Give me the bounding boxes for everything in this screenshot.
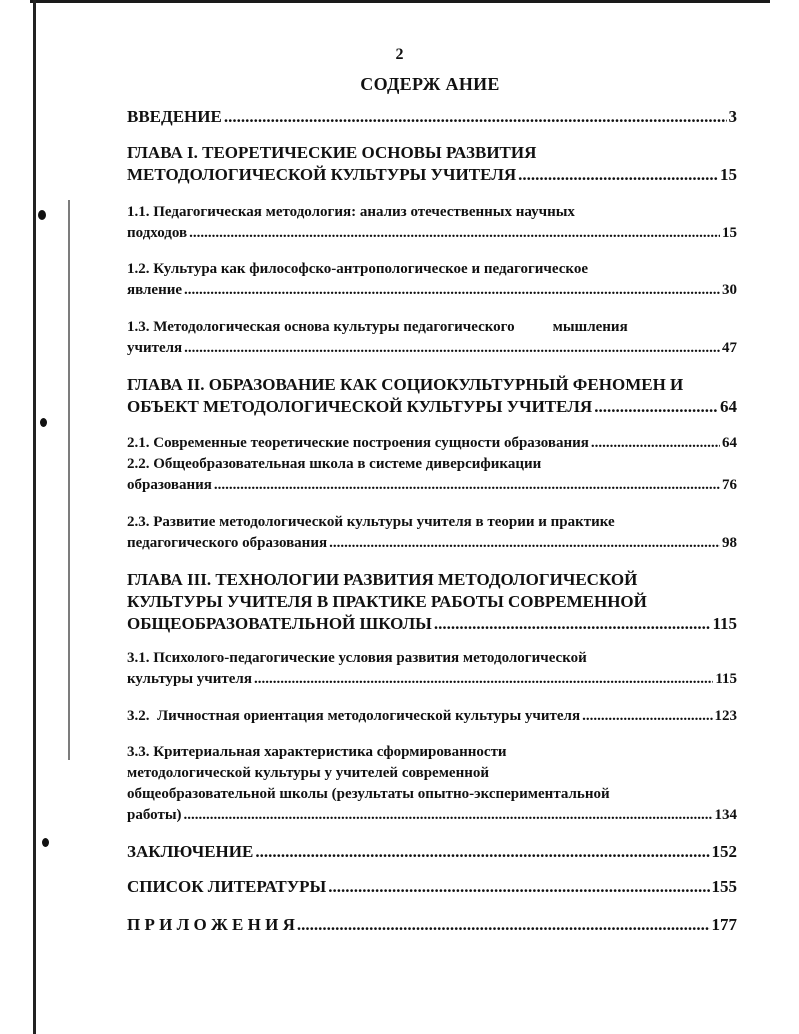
leader-dots bbox=[518, 164, 718, 186]
entry-page: 76 bbox=[722, 477, 737, 493]
entry-title: П Р И Л О Ж Е Н И Я bbox=[127, 915, 295, 934]
scan-left-edge bbox=[33, 0, 36, 1034]
entry-title-line: 2.1. Современные теоретические построения сущности образования bbox=[127, 435, 589, 451]
entry-title: ЗАКЛЮЧЕНИЕ bbox=[127, 842, 254, 861]
entry-title-line: ОБЩЕОБРАЗОВАТЕЛЬНОЙ ШКОЛЫ bbox=[127, 614, 432, 633]
toc-entry-chapter-2 bbox=[127, 374, 737, 418]
entry-title: ВВЕДЕНИЕ bbox=[127, 107, 222, 126]
entry-title-line: ГЛАВА III. ТЕХНОЛОГИИ РАЗВИТИЯ МЕТОДОЛОГИЧЕСКОЙ bbox=[127, 570, 638, 589]
entry-title-line: КУЛЬТУРЫ УЧИТЕЛЯ В ПРАКТИКЕ РАБОТЫ СОВРЕМЕННОЙ bbox=[127, 592, 647, 611]
scan-top-edge bbox=[30, 0, 770, 3]
entry-title-line: методологической культуры у учителей современной bbox=[127, 765, 490, 781]
toc-title: СОДЕРЖ АНИЕ bbox=[360, 74, 500, 94]
toc-entry-2-2 bbox=[127, 454, 737, 496]
entry-title-line: явление bbox=[127, 282, 183, 298]
leader-dots bbox=[184, 805, 713, 826]
leader-dots bbox=[224, 106, 727, 128]
entry-page: 115 bbox=[715, 671, 737, 687]
entry-title-line: ОБЪЕКТ МЕТОДОЛОГИЧЕСКОЙ КУЛЬТУРЫ УЧИТЕЛЯ bbox=[127, 397, 593, 416]
entry-title-line: 3.3. Критериальная характеристика сформированности bbox=[127, 744, 507, 760]
entry-title-line: МЕТОДОЛОГИЧЕСКОЙ КУЛЬТУРЫ УЧИТЕЛЯ bbox=[127, 165, 517, 184]
leader-dots bbox=[214, 475, 720, 496]
entry-page: 123 bbox=[714, 708, 737, 724]
entry-title-line: образования bbox=[127, 477, 212, 493]
entry-page: 177 bbox=[711, 915, 737, 934]
entry-title-line: работы) bbox=[127, 807, 182, 823]
entry-title: СПИСОК ЛИТЕРАТУРЫ bbox=[127, 877, 327, 896]
leader-dots bbox=[184, 338, 720, 359]
toc-entry-1-2 bbox=[127, 259, 737, 301]
entry-title-line: 3.2. Личностная ориентация методологической культуры учителя bbox=[127, 708, 581, 724]
leader-dots bbox=[434, 613, 711, 635]
entry-page: 152 bbox=[711, 842, 737, 861]
toc-entry-conclusion bbox=[127, 841, 737, 863]
entry-page: 15 bbox=[720, 165, 737, 184]
toc-entry-appendices bbox=[127, 914, 737, 936]
entry-page: 134 bbox=[714, 807, 737, 823]
leader-dots bbox=[591, 433, 720, 454]
entry-title-line: общеобразовательной школы (результаты опытно-экспериментальной bbox=[127, 786, 610, 802]
entry-page: 64 bbox=[720, 397, 737, 416]
entry-title-line: учителя bbox=[127, 340, 183, 356]
entry-page: 15 bbox=[722, 225, 737, 241]
entry-title-line: культуры учителя bbox=[127, 671, 252, 687]
entry-page: 155 bbox=[711, 877, 737, 896]
entry-title-line: ГЛАВА I. ТЕОРЕТИЧЕСКИЕ ОСНОВЫ РАЗВИТИЯ bbox=[127, 143, 537, 162]
entry-title-line: подходов bbox=[127, 225, 188, 241]
entry-page: 3 bbox=[728, 107, 737, 126]
entry-title-line: 2.2. Общеобразовательная школа в системе диверсификации bbox=[127, 456, 542, 472]
leader-dots bbox=[184, 280, 720, 301]
toc-entry-introduction bbox=[127, 106, 737, 128]
toc-entry-2-1 bbox=[127, 433, 737, 454]
toc-entry-1-1 bbox=[127, 202, 737, 244]
toc-entry-3-3 bbox=[127, 742, 737, 826]
entry-page: 64 bbox=[722, 435, 737, 451]
toc-entry-1-3 bbox=[127, 317, 737, 359]
entry-page: 98 bbox=[722, 535, 737, 551]
entry-title-line: 1.1. Педагогическая методология: анализ отечественных научных bbox=[127, 204, 575, 220]
toc-entry-2-3 bbox=[127, 512, 737, 554]
entry-title-line: 3.1. Психолого-педагогические условия развития методологической bbox=[127, 650, 587, 666]
entry-page: 30 bbox=[722, 282, 737, 298]
leader-dots bbox=[189, 223, 720, 244]
toc-entry-3-2 bbox=[127, 706, 737, 727]
leader-dots bbox=[594, 396, 718, 418]
toc-entry-bibliography bbox=[127, 876, 737, 898]
leader-dots bbox=[328, 876, 709, 898]
entry-title-line: 1.2. Культура как философско-антропологическое и педагогическое bbox=[127, 261, 588, 277]
toc-entry-chapter-1 bbox=[127, 142, 737, 186]
scan-speck bbox=[68, 200, 70, 760]
entry-title-line: 2.3. Развитие методологической культуры учителя в теории и практике bbox=[127, 514, 615, 530]
entry-title-line: ГЛАВА II. ОБРАЗОВАНИЕ КАК СОЦИОКУЛЬТУРНЫЙ ФЕНОМЕН И bbox=[127, 375, 684, 394]
entry-title-line: 1.3. Методологическая основа культуры педагогического bbox=[127, 319, 515, 335]
entry-title-line: педагогического образования bbox=[127, 535, 328, 551]
leader-dots bbox=[582, 706, 712, 727]
scan-speck bbox=[40, 418, 47, 427]
entry-page: 47 bbox=[722, 340, 737, 356]
leader-dots bbox=[255, 841, 709, 863]
toc-entry-chapter-3 bbox=[127, 569, 737, 635]
scan-speck bbox=[38, 210, 46, 220]
toc-entry-3-1 bbox=[127, 648, 737, 690]
leader-dots bbox=[329, 533, 720, 554]
entry-page: 115 bbox=[712, 614, 737, 633]
leader-dots bbox=[254, 669, 713, 690]
leader-dots bbox=[297, 914, 710, 936]
entry-title-line: мышления bbox=[552, 319, 628, 335]
page-number: 2 bbox=[395, 46, 404, 63]
scan-speck bbox=[42, 838, 49, 847]
